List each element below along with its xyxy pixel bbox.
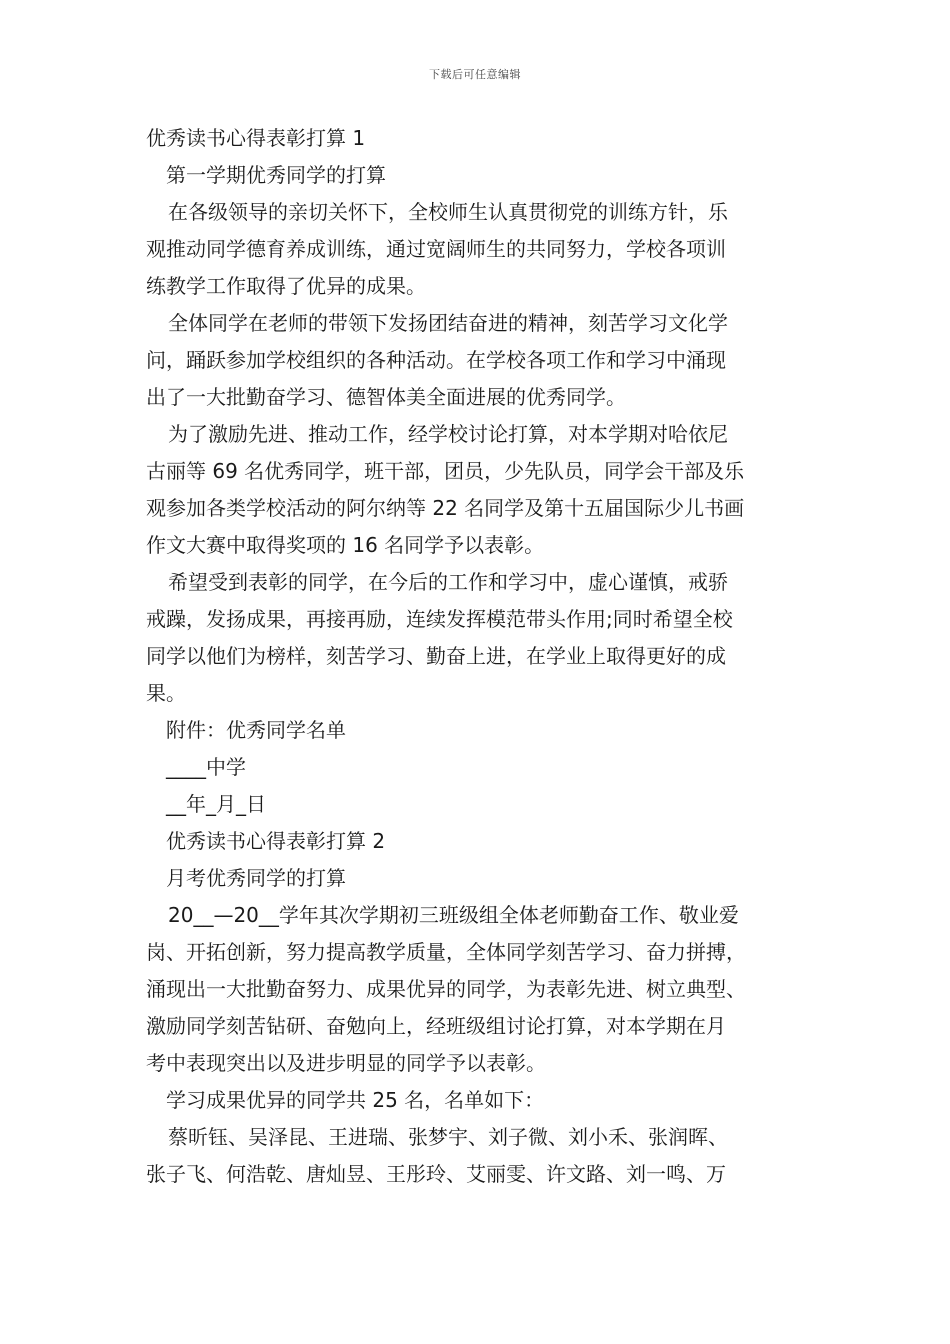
paragraph-line: 全体同学在老师的带领下发扬团结奋进的精神，刻苦学习文化学 (168, 311, 728, 335)
paragraph-line: 练教学工作取得了优异的成果。 (146, 274, 426, 298)
paragraph-line: 希望受到表彰的同学，在今后的工作和学习中，虚心谨慎，戒骄 (168, 570, 728, 594)
subtitle-1: 第一学期优秀同学的打算 (166, 163, 386, 187)
page-header: 下载后可任意编辑 (429, 68, 521, 81)
paragraph-line: 观参加各类学校活动的阿尔纳等 22 名同学及第十五届国际少儿书画 (146, 496, 745, 520)
subtitle-2: 月考优秀同学的打算 (166, 866, 346, 890)
paragraph-line: 20__—20__学年其次学期初三班级组全体老师勤奋工作、敬业爱 (168, 903, 739, 927)
paragraph-line: 古丽等 69 名优秀同学，班干部，团员，少先队员，同学会干部及乐 (146, 459, 745, 483)
paragraph-line: 问，踊跃参加学校组织的各种活动。在学校各项工作和学习中涌现 (146, 348, 726, 372)
paragraph-line: 果。 (146, 681, 186, 705)
paragraph-line: 激励同学刻苦钻研、奋勉向上，经班级组讨论打算，对本学期在月 (146, 1014, 726, 1038)
paragraph-line: 学习成果优异的同学共 25 名，名单如下： (166, 1088, 545, 1112)
paragraph-line: 戒躁，发扬成果，再接再励，连续发挥模范带头作用;同时希望全校 (146, 607, 733, 631)
paragraph-line: 观推动同学德育养成训练，通过宽阔师生的共同努力，学校各项训 (146, 237, 726, 261)
paragraph-line: 为了激励先进、推动工作，经学校讨论打算，对本学期对哈依尼 (168, 422, 728, 446)
paragraph-line: 在各级领导的亲切关怀下，全校师生认真贯彻党的训练方针，乐 (168, 200, 728, 224)
paragraph-line: 岗、开拓创新，努力提高教学质量，全体同学刻苦学习、奋力拼搏， (146, 940, 746, 964)
attachment-label: 附件：优秀同学名单 (166, 718, 346, 742)
school-signature: ____中学 (166, 755, 246, 779)
paragraph-line: 出了一大批勤奋学习、德智体美全面进展的优秀同学。 (146, 385, 626, 409)
section-title-2: 优秀读书心得表彰打算 2 (166, 829, 386, 853)
section-title-1: 优秀读书心得表彰打算 1 (146, 126, 366, 150)
paragraph-line: 涌现出一大批勤奋努力、成果优异的同学，为表彰先进、树立典型、 (146, 977, 746, 1001)
date-line: __年_月_日 (166, 792, 266, 816)
paragraph-line: 作文大赛中取得奖项的 16 名同学予以表彰。 (146, 533, 545, 557)
paragraph-line: 同学以他们为榜样，刻苦学习、勤奋上进，在学业上取得更好的成 (146, 644, 726, 668)
document-body (146, 120, 836, 1193)
name-list-line: 张子飞、何浩乾、唐灿昱、王彤玲、艾丽雯、许文路、刘一鸣、万 (146, 1162, 726, 1186)
paragraph-line: 考中表现突出以及进步明显的同学予以表彰。 (146, 1051, 546, 1075)
name-list-line: 蔡昕钰、吴泽昆、王进瑞、张梦宇、刘子微、刘小禾、张润晖、 (168, 1125, 728, 1149)
